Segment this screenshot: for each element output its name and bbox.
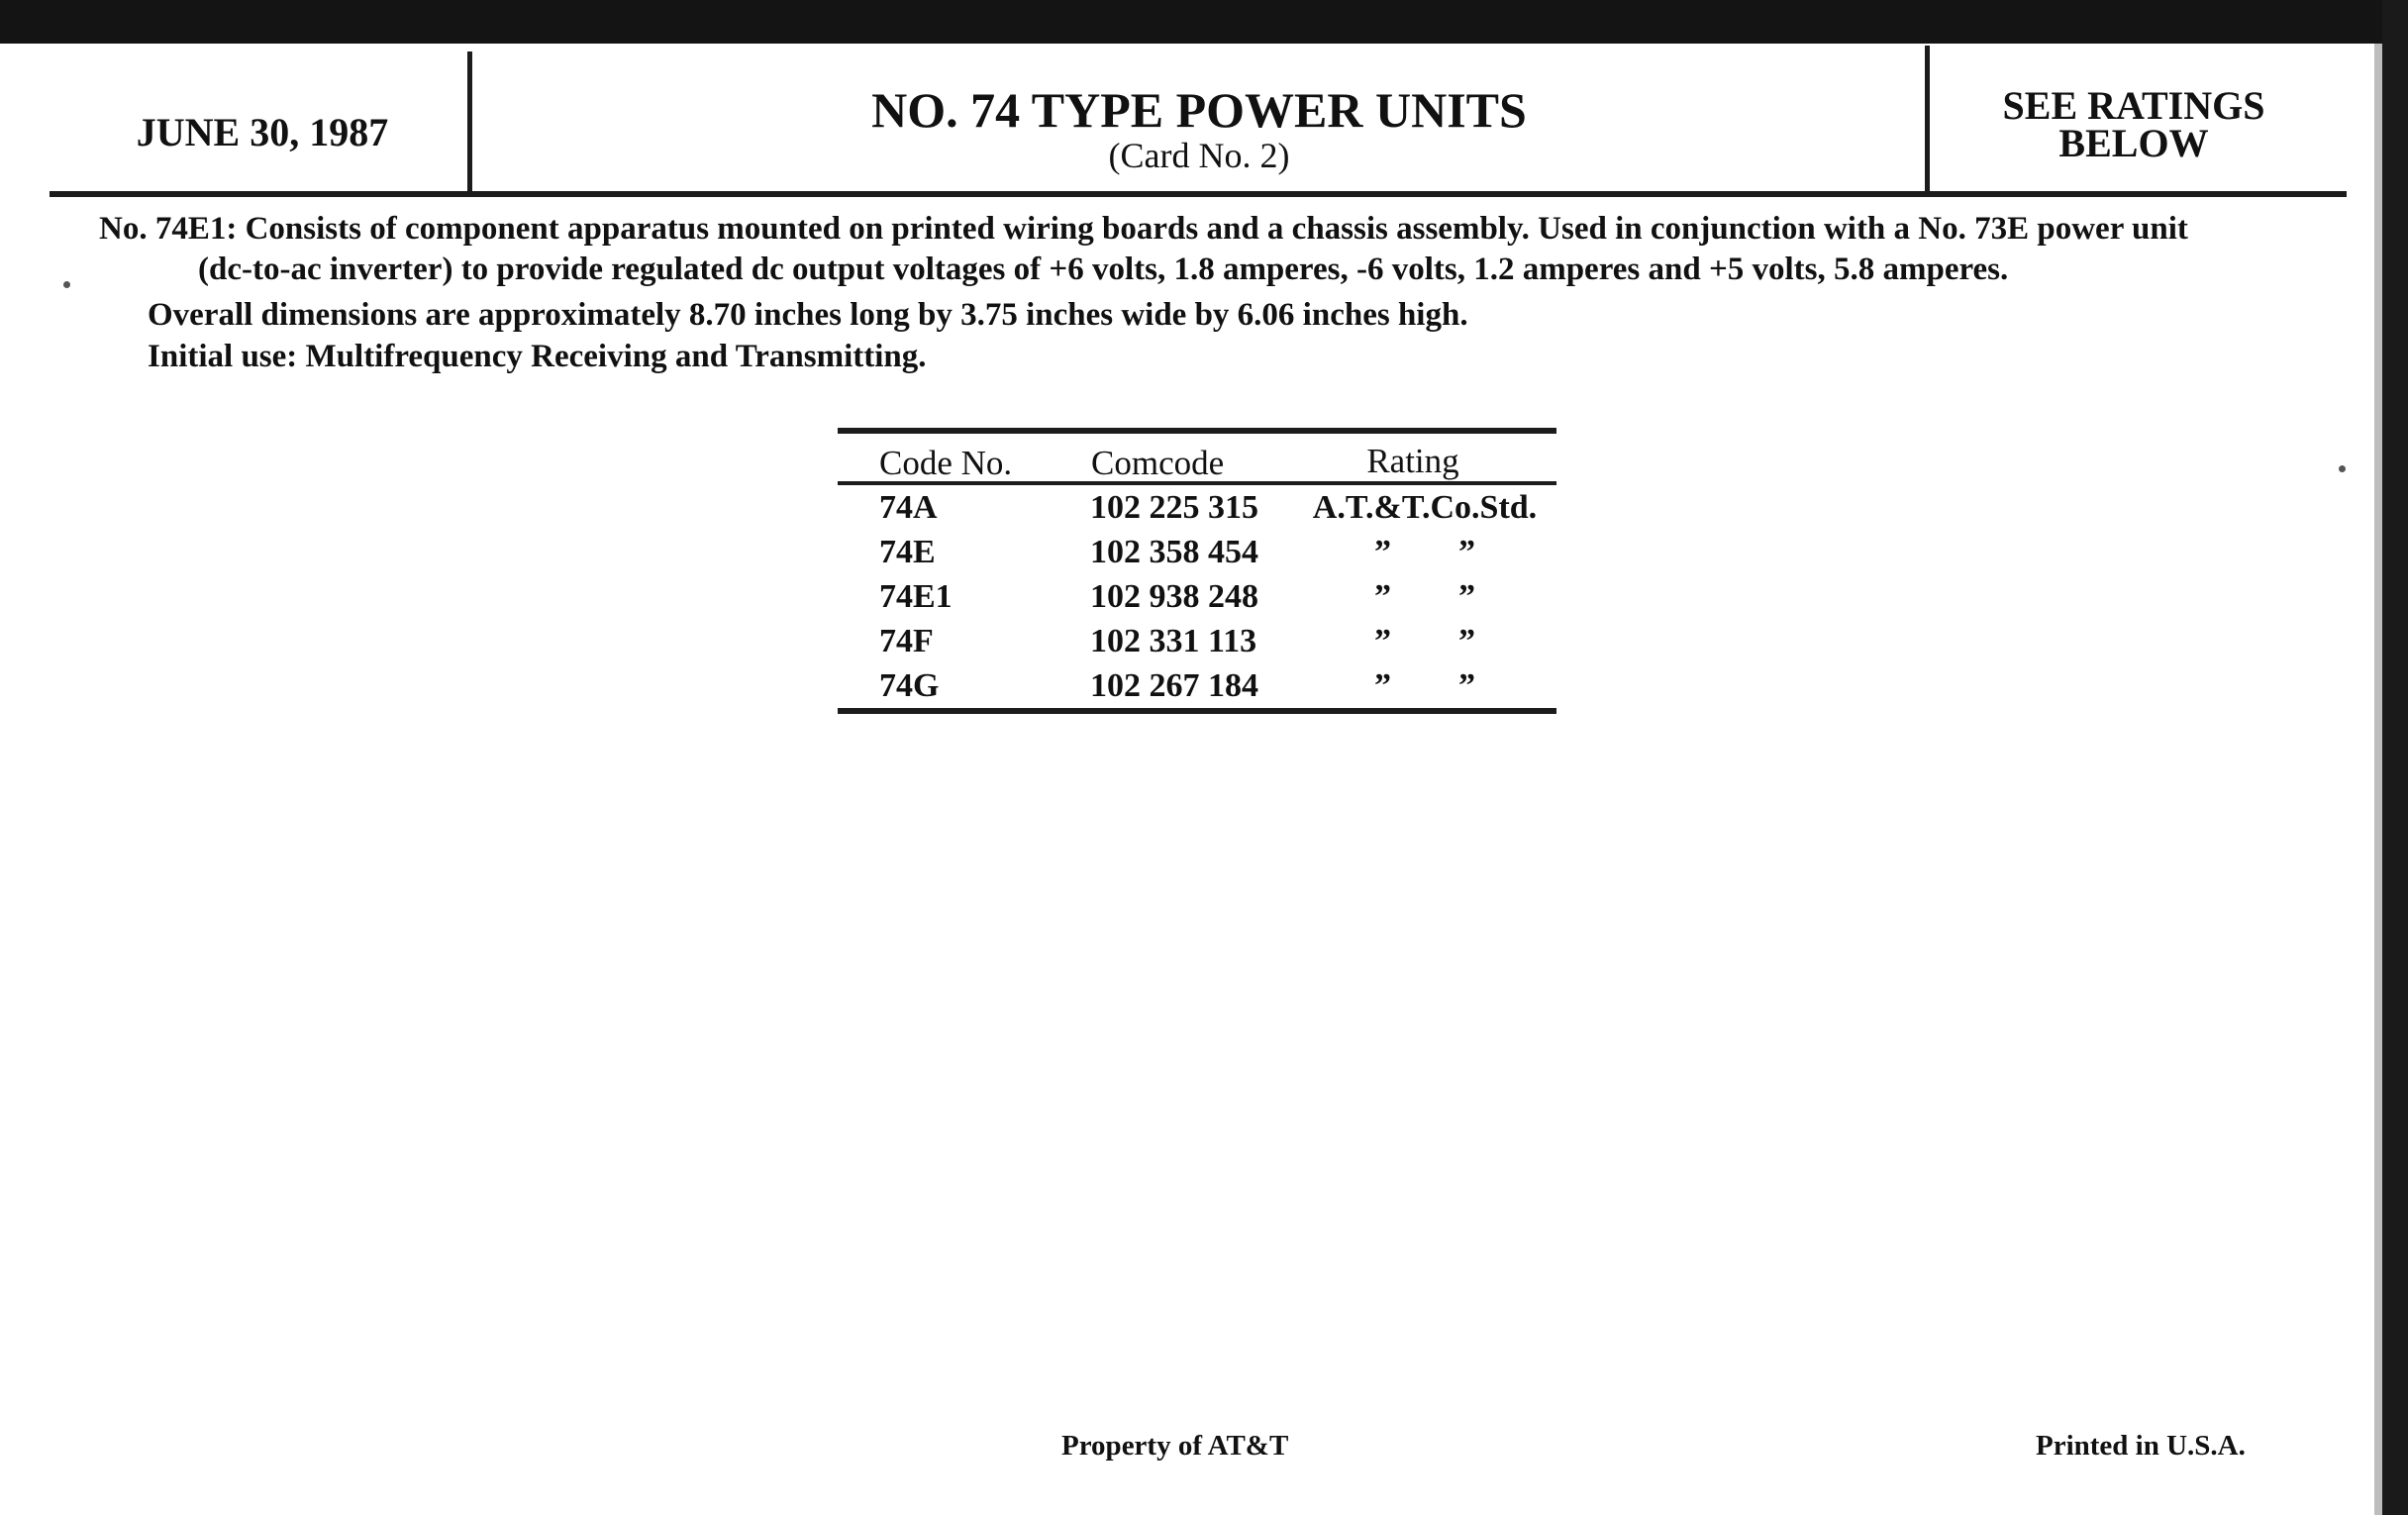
page-subtitle: (Card No. 2) [1108, 136, 1290, 175]
header-note [1941, 83, 2327, 165]
page-title: NO. 74 TYPE POWER UNITS [871, 82, 1527, 138]
table-row [838, 530, 1556, 574]
footer-printed: Printed in U.S.A. [2036, 1430, 2246, 1462]
scan-border-top [0, 0, 2408, 44]
scan-speck [2339, 465, 2346, 472]
header-code-no: Code No. [879, 444, 1013, 482]
header-rating: Rating [1366, 442, 1459, 480]
header-divider-left [467, 51, 472, 196]
table-row [838, 485, 1556, 530]
table-header-row [838, 434, 1556, 481]
cell-comcode: 102 358 454 [1090, 534, 1258, 570]
cell-comcode: 102 225 315 [1090, 489, 1258, 526]
description-line-1: No. 74E1: Consists of component apparatus mounted on printed wiring boards and a chassis assembly. Used in conjunction with a No. 73E power unit [99, 211, 2188, 247]
cell-comcode: 102 267 184 [1090, 667, 1258, 704]
table-row [838, 574, 1556, 619]
cell-rating: ” ” [1374, 623, 1475, 659]
footer-property: Property of AT&T [1061, 1430, 1289, 1462]
header-rule [50, 191, 2347, 197]
cell-code-no: 74A [879, 489, 938, 526]
scan-border-right [2382, 0, 2408, 1515]
header-date: JUNE 30, 1987 [136, 110, 389, 154]
cell-code-no: 74E [879, 534, 936, 570]
initial-use-text: Initial use: Multifrequency Receiving and Transmitting. [148, 339, 927, 374]
cell-rating: A.T.&T.Co.Std. [1312, 489, 1538, 526]
header-note-line1: SEE RATINGS [2002, 83, 2265, 128]
header-note-line2: BELOW [2058, 121, 2209, 165]
table-rule-bottom [838, 708, 1556, 714]
description-line-2: (dc-to-ac inverter) to provide regulated dc output voltages of +6 volts, 1.8 amperes, -6 volts, 1.2 amperes and +5 volts, 5.8 amperes. [198, 252, 2009, 287]
cell-code-no: 74G [879, 667, 940, 704]
table-row [838, 619, 1556, 663]
header-divider-right [1925, 46, 1930, 192]
cell-code-no: 74F [879, 623, 934, 659]
cell-comcode: 102 938 248 [1090, 578, 1258, 615]
cell-rating: ” ” [1374, 534, 1475, 570]
ratings-table [838, 428, 1556, 714]
cell-code-no: 74E1 [879, 578, 953, 615]
dimensions-text: Overall dimensions are approximately 8.70 inches long by 3.75 inches wide by 6.06 inches high. [148, 297, 1468, 333]
header-title-block [473, 83, 1925, 174]
cell-comcode: 102 331 113 [1090, 623, 1257, 659]
scan-speck [63, 281, 70, 288]
scan-edge-shadow [2374, 44, 2382, 1515]
table-row [838, 663, 1556, 708]
cell-rating: ” ” [1374, 667, 1475, 704]
cell-rating: ” ” [1374, 578, 1475, 615]
header-comcode: Comcode [1091, 444, 1225, 482]
